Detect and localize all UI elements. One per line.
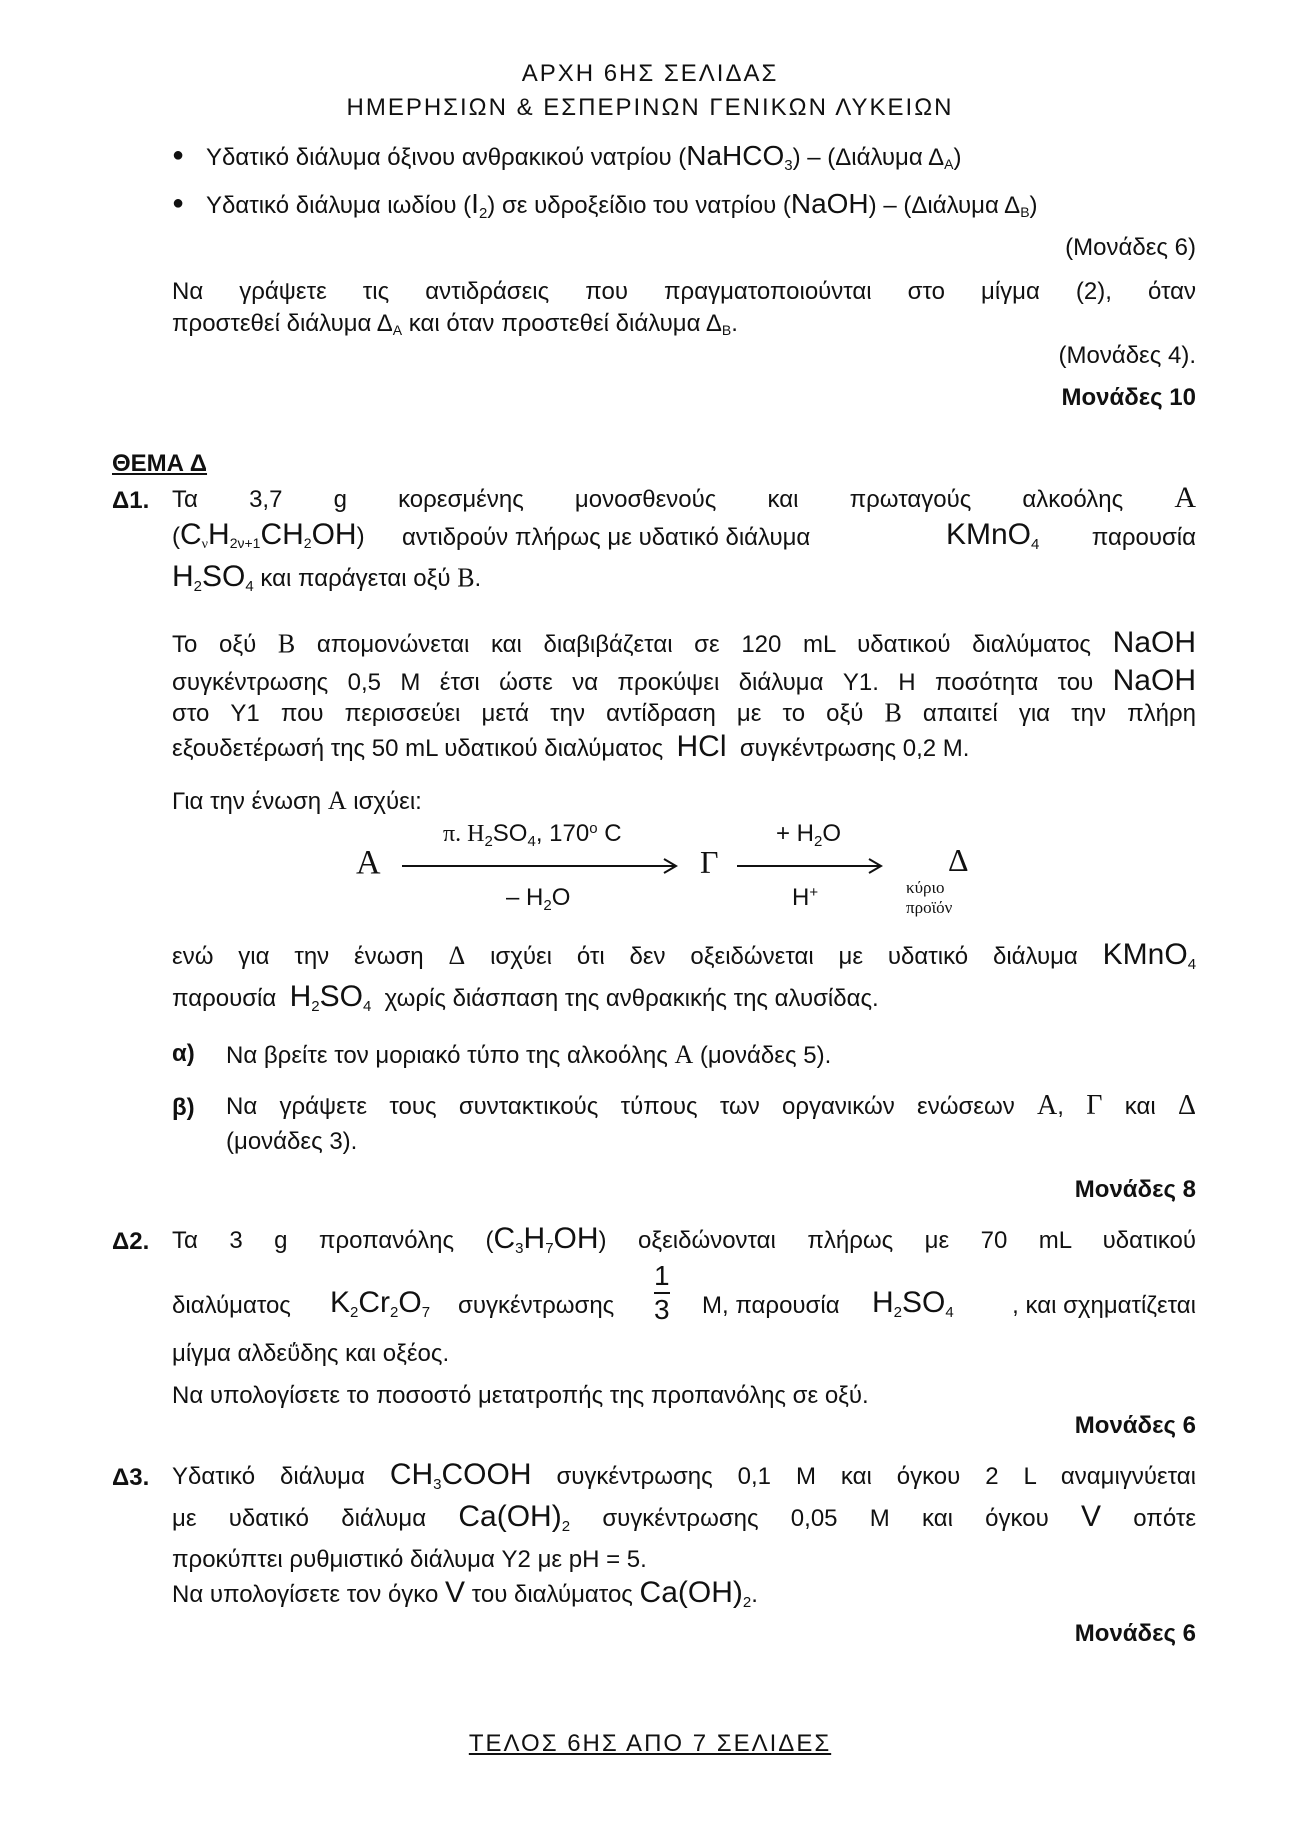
subquestion-text: [226, 1040, 831, 1070]
formula-sub: 2: [478, 205, 488, 222]
bullet-text: ): [1029, 192, 1038, 219]
bullet-text: ): [953, 144, 962, 171]
text: διαλύματος: [172, 1292, 291, 1319]
text: αντιδρούν πλήρως με υδατικό διάλυμα: [402, 524, 811, 551]
section-title: ΘΕΜΑ Δ: [112, 450, 208, 477]
compound-symbol: Α: [327, 786, 347, 815]
text: Υδατικό διάλυμα: [172, 1463, 365, 1490]
text: με υδατικό διάλυμα: [172, 1505, 427, 1532]
text: και: [1124, 1093, 1156, 1120]
subquestion-label: α): [172, 1040, 195, 1067]
paragraph-line: Να υπολογίσετε τον όγκο V του διαλύματος $Ca(OH)_2$.: [172, 1576, 758, 1611]
bullet-dot: ●: [172, 192, 185, 214]
score-total: Μονάδες 6: [1074, 1620, 1196, 1647]
text: και όταν προστεθεί διάλυμα Δ: [402, 310, 722, 337]
text: ισχύει ότι δεν οξειδώνεται με υδατικό διάλυμα: [490, 943, 1078, 970]
bullet-dot: ●: [172, 144, 185, 166]
tag: Β: [1020, 204, 1030, 220]
page-footer: ΤΕΛΟΣ 6ΗΣ ΑΠΟ 7 ΣΕΛΙΔΕΣ: [468, 1730, 832, 1757]
compound-symbol: Α: [674, 1040, 694, 1069]
reaction-arrow: [737, 856, 889, 876]
fraction-denominator: 3: [654, 1294, 670, 1325]
paragraph-line: [172, 481, 1196, 515]
formula-sub: 4: [1187, 956, 1197, 973]
reaction-condition-bottom: H+: [792, 884, 819, 911]
reaction-condition-bottom: – $H_2O$: [506, 884, 571, 914]
formula: I: [471, 188, 479, 219]
paragraph-line: προκύπτει ρυθμιστικό διάλυμα Y2 με pH = 5.: [172, 1546, 647, 1573]
compound-symbol: Δ: [1178, 1090, 1197, 1121]
bullet-text: Υδατικό διάλυμα όξινου ανθρακικού νατρίου (: [206, 144, 687, 171]
page-header-line1: ΑΡΧΗ 6ΗΣ ΣΕΛΙΔΑΣ: [521, 60, 779, 87]
variable: V: [445, 1576, 466, 1609]
text: στο Y1 που περισσεύει μετά την αντίδραση με το οξύ: [172, 700, 864, 727]
formula: $H_2SO_4$: [172, 560, 254, 595]
compound-symbol: Β: [457, 563, 475, 592]
text: M, παρουσία: [702, 1292, 840, 1319]
formula-sub: 4: [1031, 536, 1040, 553]
tag: Α: [944, 156, 954, 172]
paragraph-line: [172, 730, 1196, 764]
text: εξουδετέρωσή της 50 mL υδατικού διαλύματος: [172, 735, 664, 762]
text: του διαλύματος: [471, 1581, 633, 1608]
text: (μονάδες 5).: [699, 1042, 832, 1069]
subquestion-text: (μονάδες 3).: [226, 1128, 358, 1155]
formula: $H_2SO_4$: [872, 1286, 954, 1321]
paragraph-line: [172, 626, 1196, 660]
text: Να γράψετε τους συντακτικούς τύπους των οργανικών ενώσεων: [226, 1093, 1015, 1120]
bullet-text: ) σε υδροξείδιο του νατρίου (: [487, 192, 791, 219]
bullet-text: ) – (Διάλυμα Δ: [792, 144, 945, 171]
compound-A: Α: [356, 844, 381, 881]
text: προστεθεί διάλυμα Δ: [172, 310, 393, 337]
paragraph-line: Να γράψετε τις αντιδράσεις που πραγματοποιούνται στο μίγμα (2), όταν: [172, 278, 1196, 305]
fraction: [654, 1260, 670, 1326]
text: συγκέντρωσης 0,5 M έτσι ώστε να προκύψει διάλυμα Y1. Η ποσότητα του: [172, 669, 1094, 696]
paragraph-line: [172, 698, 1196, 728]
compound-delta: Δ: [948, 842, 969, 878]
question-label: Δ1.: [112, 487, 150, 514]
formula: NaOH: [1112, 626, 1197, 659]
score-total: Μονάδες 10: [1061, 384, 1196, 411]
formula-sub: 3: [784, 157, 793, 174]
compound-symbol: Β: [884, 698, 902, 727]
fraction-numerator: 1: [654, 1260, 670, 1291]
tag: Α: [392, 322, 403, 338]
compound-gamma: Γ: [700, 844, 719, 880]
formula: $H_2SO_4$: [289, 980, 372, 1015]
compound-symbol: Α: [1037, 1090, 1058, 1121]
formula: $Ca(OH)_2$: [458, 1500, 571, 1535]
text: παρουσία: [172, 985, 277, 1012]
variable: V: [1080, 1500, 1101, 1533]
paragraph-line: [172, 938, 1196, 972]
question-label: Δ2.: [112, 1228, 150, 1255]
paragraph-line: [172, 310, 738, 338]
subquestion-label: β): [172, 1094, 195, 1121]
compound-symbol: Α: [1174, 481, 1196, 514]
formula: $C_3H_7OH$: [493, 1222, 599, 1257]
text: συγκέντρωσης: [458, 1292, 615, 1319]
text: συγκέντρωσης 0,1 M και όγκου 2 L αναμιγνύεται: [556, 1463, 1196, 1490]
text: Να βρείτε τον μοριακό τύπο της αλκοόλης: [226, 1042, 668, 1069]
score-small: (Μονάδες 6): [1065, 234, 1196, 261]
compound-symbol: Δ: [448, 941, 466, 970]
subquestion-text: Να γράψετε τους συντακτικούς τύπους των οργανικών ενώσεων Α, Γ και Δ: [226, 1090, 1197, 1121]
question-label: Δ3.: [112, 1464, 150, 1491]
formula: NaHCO: [686, 140, 785, 171]
formula: $K_2Cr_2O_7$: [330, 1286, 431, 1321]
tag: Β: [721, 322, 732, 338]
score-total: Μονάδες 8: [1074, 1176, 1196, 1203]
formula: KMnO: [946, 518, 1032, 551]
text: Τα 3 g προπανόλης (: [172, 1227, 494, 1254]
reaction-condition-top: π. $H_2SO_4$, 170$^o$ C: [443, 820, 622, 850]
score-total: Μονάδες 6: [1074, 1412, 1196, 1439]
text: Το οξύ: [172, 631, 257, 658]
paragraph-line: $H_2SO_4$ και παράγεται οξύ Β.: [172, 560, 482, 595]
score-small: (Μονάδες 4).: [1058, 342, 1196, 369]
paragraph-line: [172, 1260, 1196, 1340]
formula: NaOH: [790, 188, 869, 219]
text: .: [731, 310, 738, 337]
reaction-condition-top: + $H_2O$: [776, 820, 842, 850]
text: συγκέντρωσης 0,05 M και όγκου: [602, 1505, 1049, 1532]
formula: HCl: [676, 730, 727, 763]
text: ενώ για την ένωση: [172, 943, 424, 970]
text: Να υπολογίσετε τον όγκο: [172, 1581, 439, 1608]
text: οπότε: [1133, 1505, 1197, 1532]
text: ισχύει:: [353, 788, 422, 815]
formula: KMnO: [1102, 938, 1188, 971]
paragraph-line: [172, 664, 1196, 698]
text: Για την ένωση: [172, 788, 322, 815]
text: απομονώνεται και διαβιβάζεται σε 120 mL υδατικού διαλύματος: [316, 631, 1092, 658]
compound-symbol: Γ: [1086, 1090, 1103, 1121]
bullet-text: ) – (Διάλυμα Δ: [868, 192, 1021, 219]
paragraph-line: [172, 980, 879, 1014]
formula: $(C_\nu H_{2\nu+1}CH_2OH)$: [172, 518, 365, 552]
reaction-arrow: [402, 856, 684, 876]
text: παρουσία: [1091, 524, 1196, 551]
paragraph-line: Να υπολογίσετε το ποσοστό μετατροπής της προπανόλης σε οξύ.: [172, 1382, 869, 1409]
paragraph-line: [172, 1458, 1196, 1492]
paragraph-line: μίγμα αλδεΰδης και οξέος.: [172, 1340, 450, 1367]
paragraph-line: [172, 786, 422, 816]
text: ) οξειδώνονται πλήρως με 70 mL υδατικού: [598, 1227, 1197, 1254]
formula: NaOH: [1112, 664, 1196, 697]
text: απαιτεί για την πλήρη: [922, 700, 1196, 727]
page-header-line2: ΗΜΕΡΗΣΙΩΝ & ΕΣΠΕΡΙΝΩΝ ΓΕΝΙΚΩΝ ΛΥΚΕΙΩΝ: [346, 94, 954, 121]
bullet-text: Υδατικό διάλυμα ιωδίου (: [206, 192, 472, 219]
text: , και σχηματίζεται: [1012, 1292, 1196, 1319]
text: συγκέντρωσης 0,2 M.: [739, 735, 970, 762]
text: Τα 3,7 g κορεσμένης μονοσθενούς και πρωταγούς αλκοόλης: [172, 486, 1124, 513]
formula: $CH_3COOH$: [389, 1458, 532, 1493]
paragraph-line: [172, 1222, 1196, 1256]
paragraph-line: [172, 1500, 1196, 1534]
text: και παράγεται οξύ: [260, 565, 451, 592]
text: χωρίς διάσπαση της ανθρακικής της αλυσίδας.: [384, 985, 879, 1012]
formula: $Ca(OH)_2$: [639, 1576, 752, 1611]
compound-symbol: Β: [277, 629, 296, 658]
main-product-label: κύριο προϊόν: [906, 878, 953, 917]
